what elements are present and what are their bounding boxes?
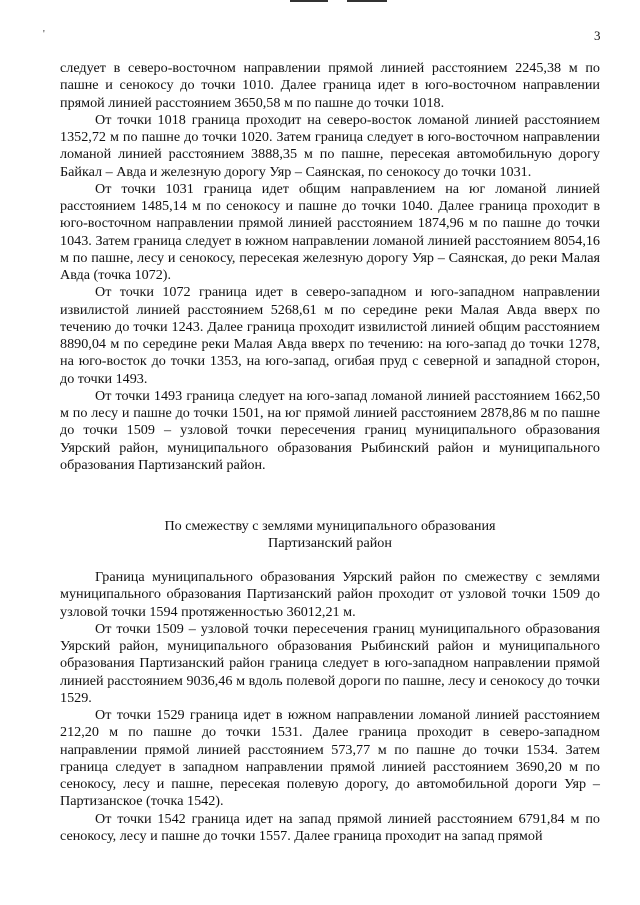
paragraph: От точки 1493 граница следует на юго-запад ломаной линией расстоянием 1662,50 м по лесу и пашне до точки 1501, на юг прямой линией расстоянием 2878,86 м по пашне до точки 1509 – узловой точки пересечения границ муниципального образования Уярский район, муниципального образования Рыбинский район и муниципального образования Партизанский район. [60, 387, 600, 473]
section-heading-line: По смежеству с землями муниципального образования [164, 518, 496, 534]
body-text [60, 60, 600, 474]
top-edge-rule [290, 0, 328, 2]
section-heading-line: Партизанский район [268, 535, 392, 552]
section-heading [60, 518, 600, 553]
paragraph: От точки 1018 граница проходит на северо-восток ломаной линией расстоянием 1352,72 м по пашне до точки 1020. Затем граница следует в юго-восточном направлении ломаной линией расстоянием 3888,35 м по пашне, пересекая автомобильную дорогу Байкал – Авда и железную дорогу Уяр – Саянская, по сенокосу до точки 1031. [60, 111, 600, 180]
paragraph: От точки 1072 граница идет в северо-западном и юго-западном направлении извилистой линией расстоянием 5268,61 м по середине реки Малая Авда вверх по течению до точки 1243. Далее граница проходит извилистой линией общим расстоянием 8890,04 м по середине реки Малая Авда вверх по течению: на юго-запад до точки 1278, на юго-восток до точки 1353, на юго-запад, огибая пруд с северной и западной сторон, до точки 1493. [60, 284, 600, 387]
paragraph: От точки 1529 граница идет в южном направлении ломаной линией расстоянием 212,20 м по пашне до точки 1531. Далее граница проходит в северо-западном направлении прямой линией расстоянием 573,77 м по пашне до точки 1534. Затем граница следует в западном направлении прямой линией расстоянием 3690,20 м по сенокосу, лесу и пашне, пересекая полевую дорогу, до автомобильной дороги Уяр – Партизанское (точка 1542). [60, 707, 600, 810]
paragraph: От точки 1031 граница идет общим направлением на юг ломаной линией расстоянием 1485,14 м по сенокосу и пашне до точки 1040. Далее граница проходит в юго-восточном направлении прямой линией расстоянием 1874,96 м по пашне до точки 1043. Затем граница следует в южном направлении ломаной линией расстоянием 8054,16 м по пашне, лесу и сенокосу, пересекая железную дорогу Уяр – Саянская, до реки Малая Авда (точка 1072). [60, 180, 600, 283]
scan-mark: ' [43, 29, 45, 40]
paragraph: От точки 1509 – узловой точки пересечения границ муниципального образования Уярский район, муниципального образования Рыбинский район и муниципального образования Партизанский район граница следует в юго-западном направлении прямой линией расстоянием 9036,46 м вдоль полевой дороги по пашне, лесу и сенокосу до точки 1529. [60, 620, 600, 706]
paragraph: От точки 1542 граница идет на запад прямой линией расстоянием 6791,84 м по сенокосу, лесу и пашне до точки 1557. Далее граница проходит на запад прямой [60, 810, 600, 844]
paragraph: Граница муниципального образования Уярский район по смежеству с землями муниципального образования Партизанский район проходит от узловой точки 1509 до узловой точки 1594 протяженностью 36012,21 м. [60, 569, 600, 620]
paragraph: следует в северо-восточном направлении прямой линией расстоянием 2245,38 м по пашне и сенокосу до точки 1010. Далее граница идет в юго-восточном направлении прямой линией расстоянием 3650,58 м по пашне до точки 1018. [60, 60, 600, 111]
page-number: 3 [594, 28, 601, 43]
section-text [60, 569, 600, 845]
top-edge-rule [347, 0, 387, 2]
